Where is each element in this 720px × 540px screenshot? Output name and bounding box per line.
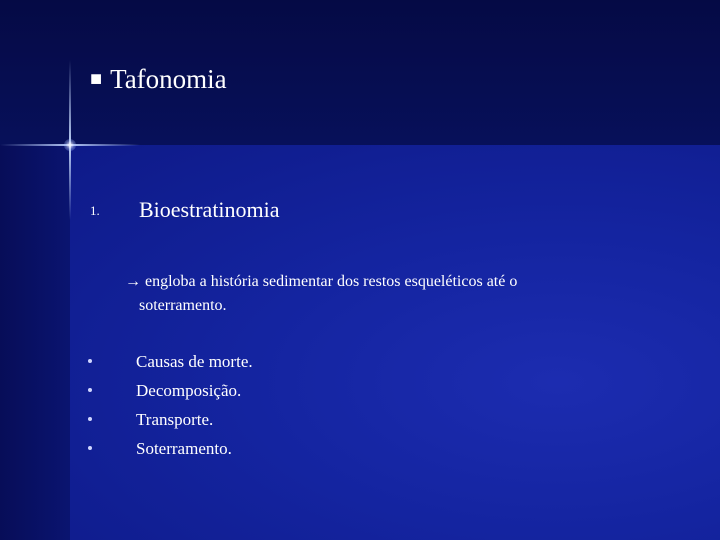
bullet-list: [88, 350, 253, 466]
arrow-icon: →: [125, 273, 141, 290]
list-item: [88, 350, 253, 379]
slide-title-text: Tafonomia: [110, 64, 227, 94]
slide-title: [90, 64, 227, 95]
item-heading: Bioestratinomia: [139, 197, 280, 222]
list-item: [88, 408, 253, 437]
description: [125, 270, 670, 318]
bullet-dot-icon: [88, 359, 92, 363]
description-line-1: engloba a história sedimentar dos restos esqueléticos até o: [145, 273, 518, 290]
item-number: 1.: [90, 203, 100, 218]
list-item: [88, 437, 253, 466]
list-item-text: Causas de morte.: [136, 352, 253, 371]
left-strip: [0, 145, 70, 540]
list-item-text: Transporte.: [136, 410, 214, 429]
list-item-text: Soterramento.: [136, 439, 232, 458]
square-bullet-icon: ■: [90, 68, 103, 90]
bullet-dot-icon: [88, 388, 92, 392]
bullet-dot-icon: [88, 446, 92, 450]
bullet-dot-icon: [88, 417, 92, 421]
list-item: [88, 379, 253, 408]
description-line-2: soterramento.: [139, 297, 227, 314]
list-item-text: Decomposição.: [136, 381, 242, 400]
sparkle-icon: [64, 139, 76, 151]
